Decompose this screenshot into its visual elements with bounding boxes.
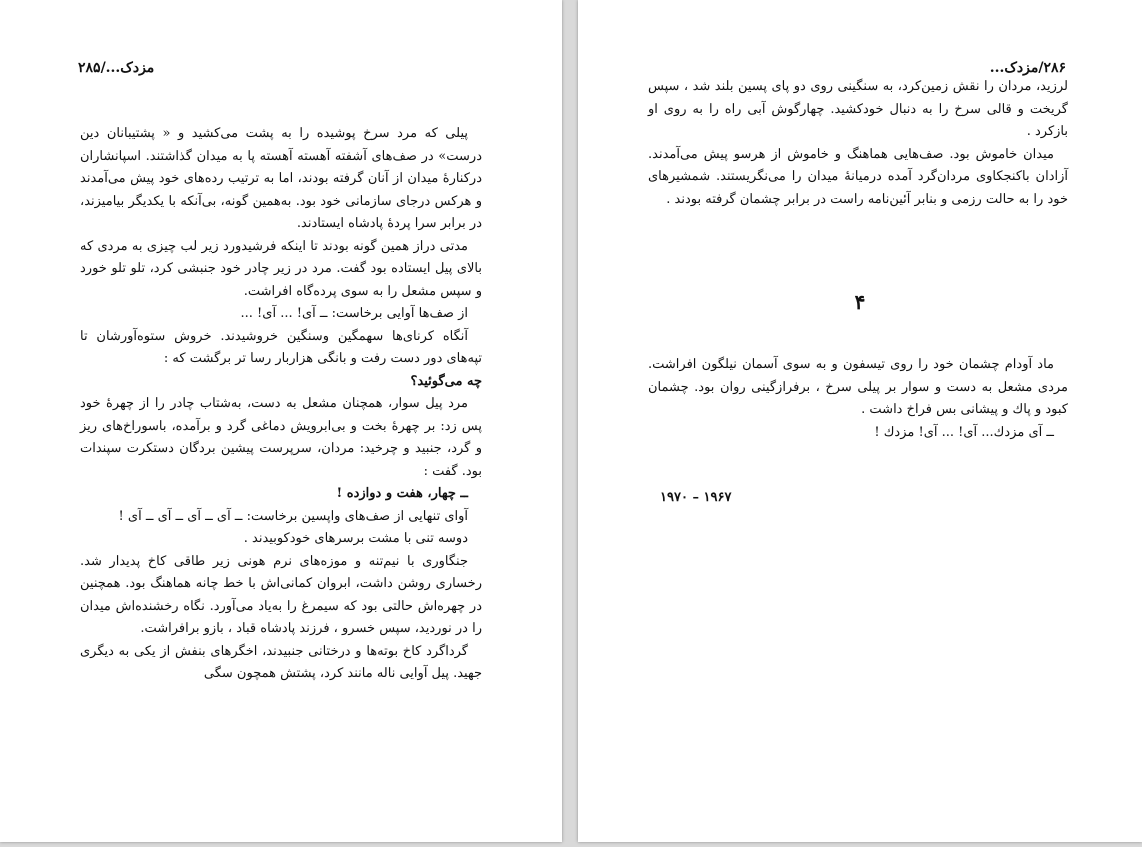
left-page-header: مزدک.../۲۸۵ xyxy=(78,60,155,76)
paragraph: مرد پیل سوار، همچنان مشعل به دست، به‌شتاب چادر را از چهرهٔ خود پس زد: بر چهرهٔ بخت و بی‌ابرویش دماغی گرد و برآمده، باسوراخ‌های ریز و گرد، جنبید و چرخید: مردان، سرپرست پیشین بردگان دستکرت سپندات بود. گفت : xyxy=(80,396,482,479)
right-book-page xyxy=(578,0,1142,842)
chapter-number: ۴ xyxy=(854,290,866,314)
right-page-body-bottom xyxy=(648,354,1068,444)
paragraph: لرزید، مردان را نقش زمین‌کرد، به سنگینی روی دو پای پسین بلند شد ، سپس گریخت و قالی سرخ را به دنبال خودکشید. چهارگوش آبی راه را به روی او بازکرد . xyxy=(648,79,1068,139)
paragraph: مدتی دراز همین گونه بودند تا اینکه فرشیدورد زیر لب چیزی به مردی که بالای پیل ایستاده بود گفت. مرد در زیر چادر خود جنبشی کرد، تلو تلو خورد و سپس مشعل را به سوی پرده‌گاه افراشت. xyxy=(80,238,482,299)
paragraph: میدان خاموش بود. صف‌هایی هماهنگ و خاموش از هرسو پیش می‌آمدند. آزادان باکنجکاوی مردان‌گرد آمده درمیانهٔ میدان را می‌نگریستند. شمشیرهای خود را به حالت رزمی و بنابر آئین‌نامه راست در برابر چشمان گرفته بودند . xyxy=(648,146,1068,207)
paragraph-dialogue: ــ چهار، هفت و دوازده ! xyxy=(336,486,468,501)
right-page-body-top xyxy=(648,76,1068,211)
paragraph: دوسه تنی با مشت برسرهای خودکوبیدند . xyxy=(243,531,468,546)
date-range: ۱۹۶۷ – ۱۹۷۰ xyxy=(660,490,732,505)
paragraph: ماد آودام چشمان خود را روی تیسفون و به سوی آسمان نیلگون افراشت. مردی مشعل به دست و سوار بر پیلی سرخ ، برفرازگینی روان بود. چشمان کبود و پاك و پیشانی بس فراخ داشت . xyxy=(648,357,1068,417)
paragraph: آنگاه کرنای‌ها سهمگین وسنگین خروشیدند. خروش ستوه‌آورشان تا تپه‌های دور دست رفت و بانگی هزاربار رسا تر برگشت که : xyxy=(80,328,482,366)
left-page-body xyxy=(80,123,482,686)
paragraph-question: چه می‌گوئید؟ xyxy=(410,373,482,389)
left-book-page xyxy=(0,0,562,842)
paragraph: جنگاوری با نیم‌تنه و موزه‌های نرم هونی زیر طاقی کاخ پدیدار شد. رخساری روشن داشت، ابروان کمانی‌اش با خط چانه هماهنگ بود. همچنین در چهره‌اش حالتی بود که سیمرغ را به‌یاد می‌آورد. نگاه رخشنده‌اش میدان را در نوردید، سپس خسرو ، فرزند پادشاه قباد ، بازو برافراشت. xyxy=(80,553,482,636)
paragraph: پیلی که مرد سرخ پوشیده را به پشت می‌کشید و « پشتیبانان دین درست» در صف‌های آشفته آهسته آهسته پا به میدان گذاشتند. اسپانشاران درکنارهٔ میدان از آنان گرفته بودند، اما به ترتیب رده‌های خود پیش می‌آمدند و هرکس درجای سازمانی خود بود. به‌همین گونه، بی‌آنکه با یکدیگر بیامیزند، در برابر سرا پردهٔ پادشاه ایستادند. xyxy=(80,126,482,231)
paragraph: گرداگرد کاخ بوته‌ها و درختانی جنبیدند، اخگرهای بنفش از یکی به دیگری جهید. پیل آوایی ناله مانند کرد، پشتش همچون سگی xyxy=(80,643,482,681)
right-page-header: ۲۸۶/مزدک... xyxy=(989,60,1066,76)
paragraph: آوای تنهایی از صف‌های واپسین برخاست: ــ آی ــ آی ــ آی ــ آی ! xyxy=(118,508,468,524)
paragraph-dialogue: ــ آی مزدك... آی! ... آی! مزدك ! xyxy=(874,424,1054,440)
paragraph: از صف‌ها آوایی برخاست: ــ آی! ... آی! ... xyxy=(240,306,468,321)
